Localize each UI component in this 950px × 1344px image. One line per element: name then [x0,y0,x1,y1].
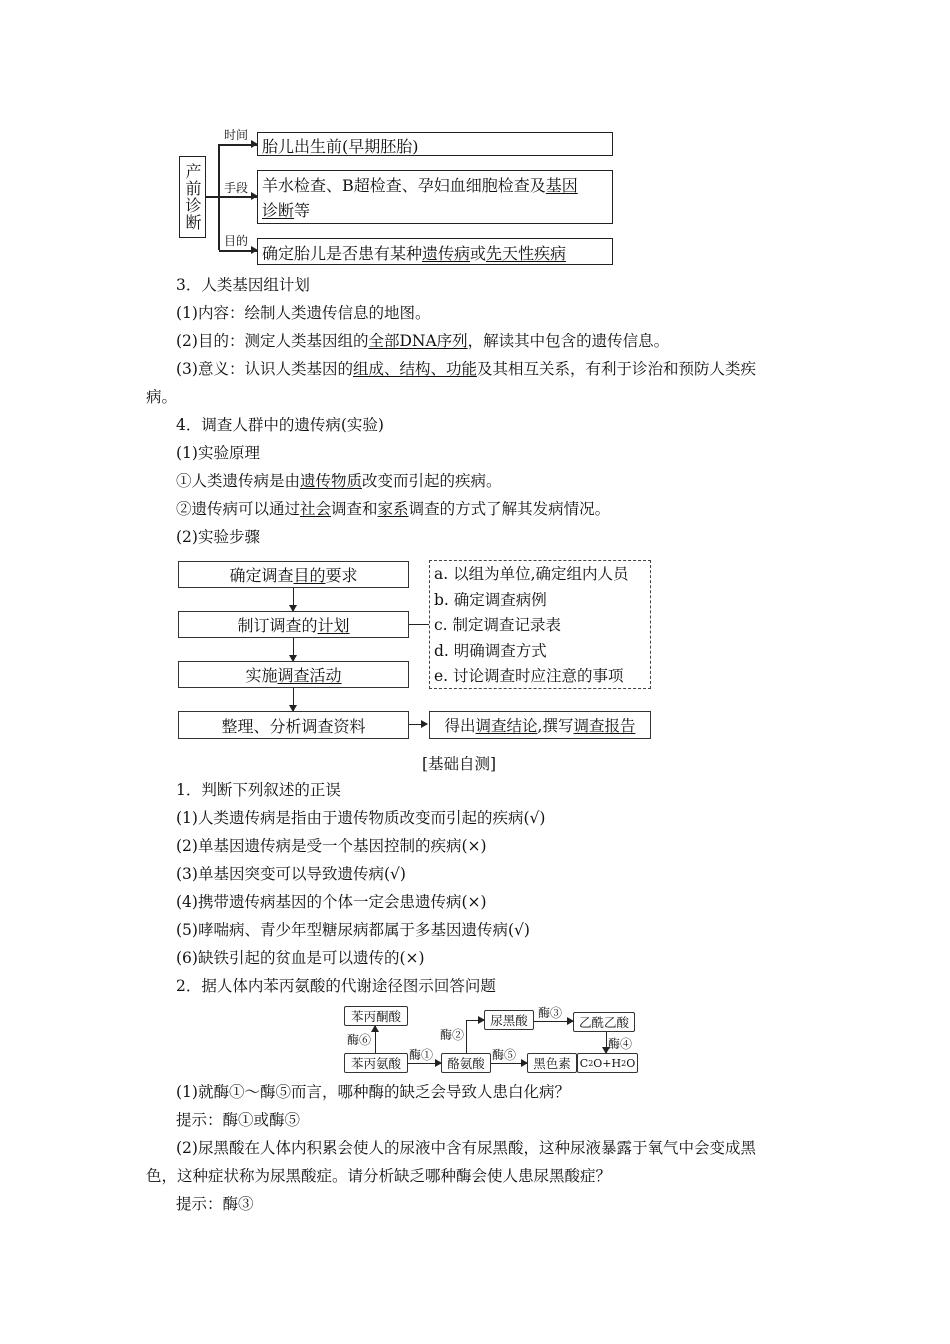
sec4-p2 [176,499,610,519]
arrow-e4 [606,1032,607,1053]
sec3-sig-u: 组成、结构、功能 [352,360,477,378]
sec4-p2-a: ②遗传病可以通过 [176,500,301,518]
selftest-q2: 2．据人体内苯丙氨酸的代谢途径图示回答问题 [176,977,496,995]
arrow-4-result [409,724,427,725]
connector-goal [219,250,257,252]
step-1-a: 确定调查 [229,566,294,585]
step-3-a: 实施 [245,666,278,685]
judge-item: (4)携带遗传病基因的个体一定会患遗传病(×) [176,893,487,911]
branch-means-box [257,170,613,224]
judge-item: (3)单基因突变可以导致遗传病(√) [176,865,406,883]
result-u2: 调查报告 [573,717,636,735]
branch-goal-u2: 先天性疾病 [486,244,567,263]
step-1-u: 目的 [293,566,326,585]
step-2-a: 制订调查的 [237,616,318,635]
plan-item: e. 讨论调查时应注意的事项 [434,667,624,685]
arrow-2-3 [293,638,294,661]
step-3-u: 调查活动 [277,666,342,685]
branch-time-box [257,132,613,156]
node-phenylpyruvate: 苯丙酮酸 [344,1006,408,1026]
connector-stub [206,196,219,198]
node-homogentisate: 尿黑酸 [484,1010,534,1030]
result-u1: 调查结论 [475,717,538,735]
node-melanin: 黑色素 [527,1053,577,1073]
sec4-p2-m: 调查和 [331,500,378,518]
plan-details-box [429,560,651,689]
sec3-sig-b: 及其相互关系，有利于诊治和预防人类疾 [476,360,756,378]
sec3-significance [176,359,756,379]
arrow-e2-stem [466,1020,467,1053]
judge-item: (6)缺铁引起的贫血是可以遗传的(×) [176,949,425,967]
branch-goal-mid: 或 [470,244,487,263]
plan-item: b. 确定调查病例 [434,590,547,609]
connector-time [219,144,257,146]
label-e4: 酶④ [608,1037,633,1051]
arrow-e3 [534,1021,573,1022]
label-e6: 酶⑥ [347,1033,372,1047]
arrow-e6 [375,1026,376,1053]
branch-goal-text: 确定胎儿是否患有某种 [262,244,423,263]
plan-item: a. 以组为单位,确定组内人员 [434,565,629,583]
answer-2: 提示：酶③ [176,1195,254,1213]
tag-time: 时间 [224,128,249,142]
node-tyrosine: 酪氨酸 [441,1053,491,1073]
label-e1: 酶① [409,1048,434,1062]
selftest-q1: 1．判断下列叙述的正误 [176,781,341,799]
label-e2: 酶② [440,1028,465,1042]
arrow-e5 [491,1063,527,1064]
plan-item: d. 明确调查方式 [434,641,547,660]
node-phenylalanine: 苯丙氨酸 [344,1053,408,1073]
branch-means-u2: 诊断 [262,201,295,220]
node-acetoacetate: 乙酰乙酸 [573,1012,635,1032]
sec4-p2-u2: 家系 [377,500,409,518]
plan-connector [409,624,429,625]
step-1 [178,561,409,588]
sec3-title: 3．人类基因组计划 [176,276,310,294]
step-2-u: 计划 [317,616,350,635]
sec4-p2-u1: 社会 [300,500,332,518]
tag-means: 手段 [224,181,249,195]
sec3-purpose-u: 全部DNA序列 [368,332,468,350]
sec3-sig-a: (3)意义：认识人类基因的 [176,360,353,378]
branch-goal-box [257,238,613,265]
label-e5: 酶⑤ [492,1048,517,1062]
selftest-heading: [基础自测] [422,755,497,773]
prenatal-label-box [179,156,206,238]
sec4-p1-a: ①人类遗传病是由 [176,472,301,490]
branch-goal-u1: 遗传病 [422,244,471,263]
question-2-line1: (2)尿黑酸在人体内积累会使人的尿液中含有尿黑酸，这种尿液暴露于氧气中会变成黑 [176,1139,756,1157]
step-3 [178,661,409,688]
sec4-p1-b: 改变而引起的疾病。 [362,472,502,490]
step-1-b: 要求 [325,566,358,585]
judge-item: (5)哮喘病、青少年型糖尿病都属于多基因遗传病(√) [176,921,530,939]
question-1: (1)就酶①～酶⑤而言，哪种酶的缺乏会导致人患白化病？ [176,1083,570,1101]
label-e3: 酶③ [538,1006,563,1020]
sec3-purpose [176,331,669,351]
sec4-principle: (1)实验原理 [176,444,260,462]
sec4-p1-u: 遗传物质 [300,472,363,490]
sec4-p1 [176,471,502,491]
branch-means-tail: 等 [294,201,311,220]
arrow-e1 [408,1063,441,1064]
sec4-title: 4．调查人群中的遗传病(实验) [176,416,384,434]
question-2-line2: 色，这种症状称为尿黑酸症。请分析缺乏哪种酶会使人患尿黑酸症？ [146,1167,612,1185]
result-m: ,撰写 [537,717,574,735]
sec3-sig-cont: 病。 [146,388,178,406]
judge-item: (2)单基因遗传病是受一个基因控制的疾病(×) [176,837,487,855]
sec3-purpose-a: (2)目的：测定人类基因组的 [176,332,369,350]
branch-time-text: 胎儿出生前(早期胚胎) [262,137,419,156]
step-2 [178,611,409,638]
arrow-1-2 [293,588,294,611]
tag-goal: 目的 [224,234,249,248]
connector-means [219,196,257,198]
judge-item: (1)人类遗传病是指由于遗传物质改变而引起的疾病(√) [176,809,546,827]
sec4-p2-b: 调查的方式了解其发病情况。 [408,500,611,518]
branch-means-u1: 基因 [545,176,578,195]
sec4-steps: (2)实验步骤 [176,528,260,546]
arrow-3-4 [293,688,294,711]
step-4: 整理、分析调查资料 [178,711,409,739]
arrow-e2 [466,1020,484,1021]
branch-means-text: 羊水检查、B超检查、孕妇血细胞检查及 [262,176,546,195]
plan-item: c. 制定调查记录表 [434,616,562,634]
result-box [429,711,651,739]
node-co2-h2o: C 2 O+H 2 O [577,1053,638,1073]
result-a: 得出 [444,717,476,735]
sec3-content: (1)内容：绘制人类遗传信息的地图。 [176,304,431,322]
prenatal-label: 产前诊断 [183,163,202,231]
sec3-purpose-b: ，解读其中包含的遗传信息。 [467,332,670,350]
answer-1: 提示：酶①或酶⑤ [176,1111,301,1129]
